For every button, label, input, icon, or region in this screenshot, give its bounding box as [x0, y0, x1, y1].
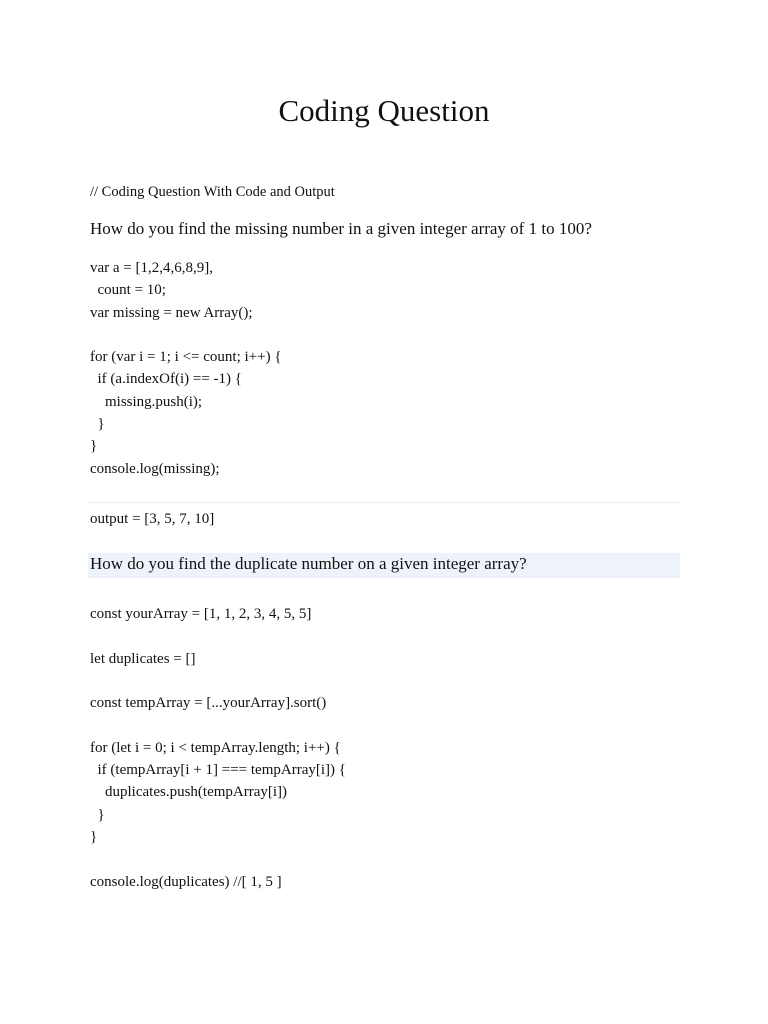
question-1-output: output = [3, 5, 7, 10] — [90, 511, 215, 527]
question-2-heading: How do you find the duplicate number on a given integer array? — [90, 554, 527, 573]
question-1-code-block: var a = [1,2,4,6,8,9], count = 10; var missing = new Array(); for (var i = 1; i <= count; i++) { if (a.indexOf(i) == -1) { missing.push(i); } } console.log(missing); — [90, 260, 282, 477]
question-2-code-block: const yourArray = [1, 1, 2, 3, 4, 5, 5] let duplicates = [] const tempArray = [...yourArray].sort() for (let i = 0; i < tempArray.length; i++) { if (tempArray[i + 1] === tempArray[i]) { duplicates.push(tempArray[i]) } } console.log(duplicates) //[ 1, 5 ] — [90, 606, 346, 890]
page-title: Coding Question — [278, 93, 490, 128]
output-separator — [88, 502, 680, 503]
subtitle-comment: // Coding Question With Code and Output — [90, 184, 335, 200]
question-1-heading: How do you find the missing number in a given integer array of 1 to 100? — [90, 219, 592, 238]
